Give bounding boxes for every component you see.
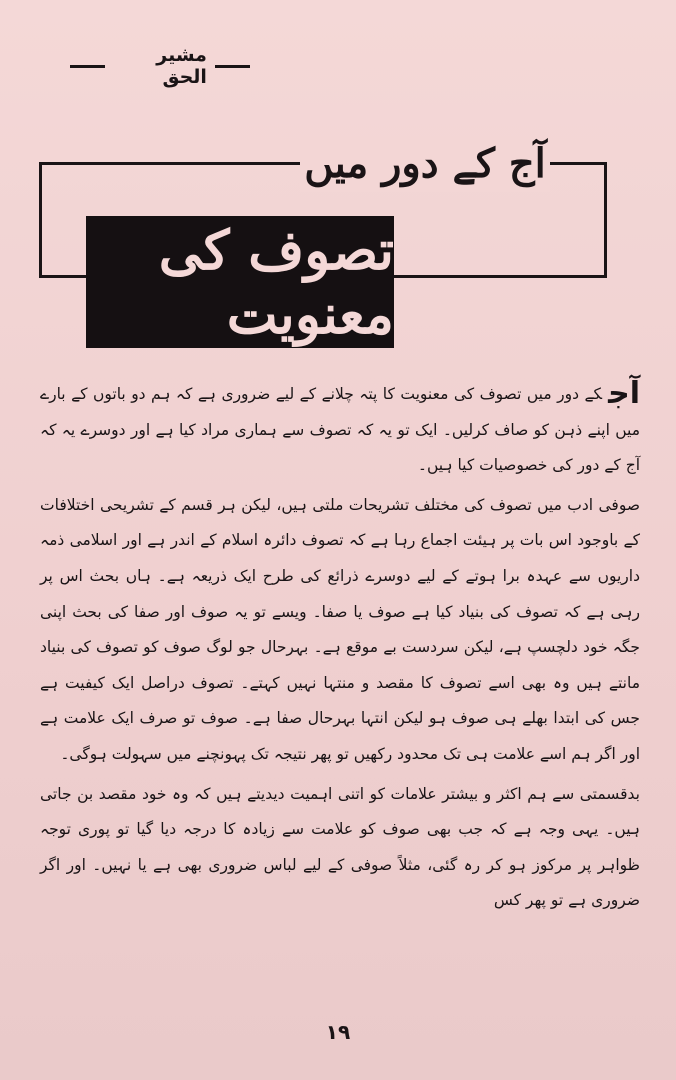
title-line-1: آج کے دور میں [300,136,550,192]
paragraph-1 [40,376,640,484]
lead-word: آج [608,376,640,411]
paragraph-1-text: کے دور میں تصوف کی معنویت کا پتہ چلانے کے لیے ضروری ہے کہ ہم دو باتوں کے بارے میں اپنے ذہن کو صاف کرلیں۔ ایک تو یہ کہ تصوف سے ہماری مراد کیا ہے اور دوسرے یہ کہ آج کے دور کی خصوصیات کیا ہیں۔ [40,385,640,475]
author-byline [70,44,250,88]
paragraph-2: صوفی ادب میں تصوف کی مختلف تشریحات ملتی ہیں، لیکن ہر قسم کے تشریحی اختلافات کے باوجود اس بات پر ہیئت اجماع رہا ہے کہ تصوف دائرہ اسلام کے اندر ہے اور اسلامی ذمہ داریوں سے عہدہ برا ہوتے کے لیے دوسرے ذرائع کی طرح ایک ذریعہ ہے۔ ہاں بحث اس پر رہی ہے کہ تصوف کی بنیاد کیا ہے صوف یا صفا۔ ویسے تو یہ صوف اور صفا کی بحث اپنی جگہ خود دلچسپ ہے، لیکن سردست بے موقع ہے۔ بہرحال جو لوگ صوف کو تصوف کی بنیاد مانتے ہیں وہ بھی اسے تصوف کا مقصد و منتہا نہیں کہتے۔ تصوف دراصل ایک کیفیت ہے جس کی ابتدا بھلے ہی صوف ہو لیکن انتہا بہرحال صفا ہے۔ صوف تو صرف ایک علامت ہے اور اگر ہم اسے علامت ہی تک محدود رکھیں تو پھر نتیجہ تک پہونچنے میں سہولت ہوگی۔ [40,495,640,763]
title-line-2: تصوف کی معنویت [86,216,394,348]
paragraph-3: بدقسمتی سے ہم اکثر و بیشتر علامات کو اتنی اہمیت دیدیتے ہیں کہ وہ خود مقصد بن جاتی ہیں۔ یہی وجہ ہے کہ جب بھی صوف کو علامت سے زیادہ کا درجہ دیا گیا تو پوری توجہ ظواہر پر مرکوز ہو کر رہ گئی، مثلاً صوفی کے لیے لباس ضروری بھی ہے یا نہیں۔ اور اگر ضروری ہے تو پھر کس [40,784,640,910]
byline-dash-left [70,65,105,68]
author-name: مشیر الحق [156,44,207,88]
article-body [40,376,640,919]
page-number: ۱۹ [325,1020,351,1044]
byline-dash-right [215,65,250,68]
